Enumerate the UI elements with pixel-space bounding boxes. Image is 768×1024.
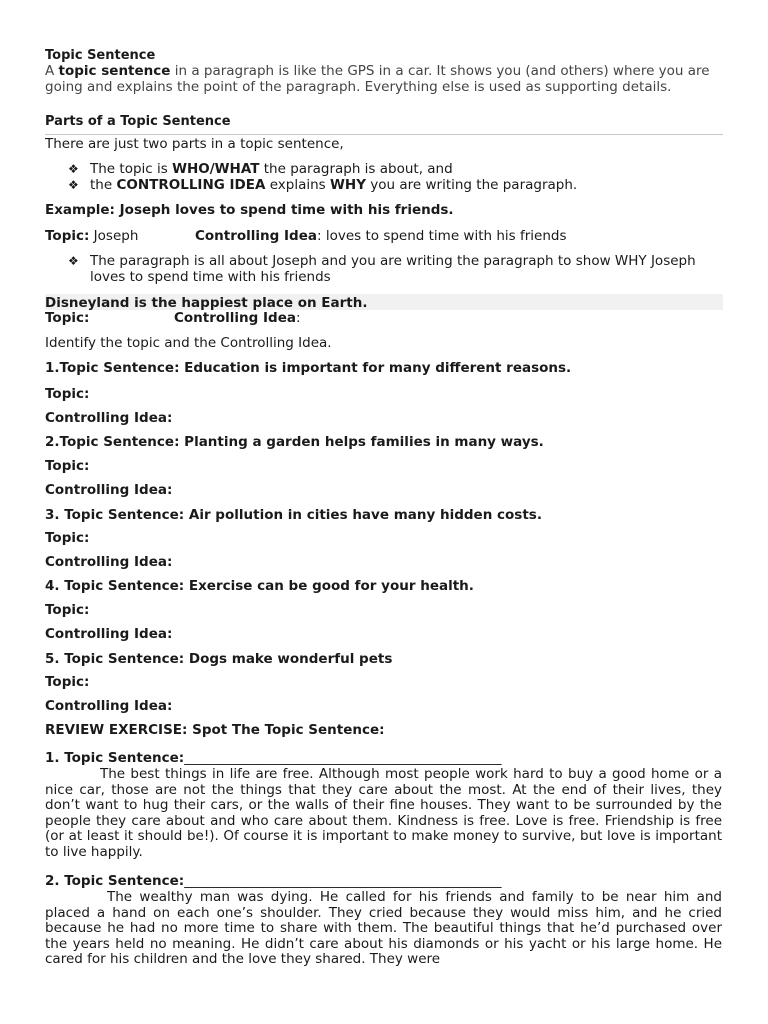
exercise-controlling-idea-label: Controlling Idea: — [45, 482, 173, 498]
exercise-controlling-idea-label: Controlling Idea: — [45, 698, 173, 714]
bullet-topic: The topic is WHO/WHAT the paragraph is about, and — [90, 161, 453, 177]
example-note: The paragraph is all about Joseph and you are writing the paragraph to show WHY Joseph loves to spend time with his friends — [90, 253, 696, 285]
exercise-topic-label: Topic: — [45, 458, 90, 474]
review-paragraph: The wealthy man was dying. He called for his friends and family to be near him and placed a hand on each one’s shoulder. They cried because they would miss him, and he cried because he had no more time to share with them. The beautiful things that he’d purchased over the years held no meaning. He didn’t care about his diamonds or his yacht or his large home. He cared for his children and the love they shared. They were — [45, 889, 722, 967]
exercise-controlling-idea-label: Controlling Idea: — [45, 410, 173, 426]
exercise-sentence: 5. Topic Sentence: Dogs make wonderful pets — [45, 651, 393, 667]
exercise-topic-label: Topic: — [45, 386, 90, 402]
answer-blank[interactable]: _______________________________________________ — [184, 873, 502, 889]
section-divider — [45, 134, 723, 135]
exercise-topic-label: Topic: — [45, 530, 90, 546]
disney-sentence: Disneyland is the happiest place on Earth. — [45, 295, 368, 311]
intro-paragraph — [45, 64, 725, 95]
diamond-bullet-icon: ❖ — [68, 178, 79, 192]
answer-blank[interactable]: _______________________________________________ — [184, 750, 502, 766]
exercise-sentence: 2.Topic Sentence: Planting a garden helps families in many ways. — [45, 434, 544, 450]
example-topic-line: Topic: Joseph — [45, 228, 139, 244]
exercise-sentence: 1.Topic Sentence: Education is important for many different reasons. — [45, 360, 572, 376]
page-title: Topic Sentence — [45, 48, 156, 63]
diamond-bullet-icon: ❖ — [68, 162, 79, 176]
bullet-controlling-idea: the CONTROLLING IDEA explains WHY you are writing the paragraph. — [90, 177, 578, 193]
disney-topic-label: Topic: — [45, 310, 90, 326]
intro-text-start: A — [45, 63, 59, 79]
exercise-topic-label: Topic: — [45, 674, 90, 690]
identify-instruction: Identify the topic and the Controlling Idea. — [45, 335, 332, 351]
parts-intro: There are just two parts in a topic sentence, — [45, 136, 344, 152]
exercise-controlling-idea-label: Controlling Idea: — [45, 554, 173, 570]
exercise-sentence: 4. Topic Sentence: Exercise can be good for your health. — [45, 578, 474, 594]
diamond-bullet-icon: ❖ — [68, 254, 79, 268]
example-sentence: Example: Joseph loves to spend time with his friends. — [45, 202, 454, 218]
intro-bold-term: topic sentence — [58, 63, 171, 79]
example-controlling-idea-line: Controlling Idea: loves to spend time with his friends — [195, 228, 567, 244]
disney-controlling-idea-label: Controlling Idea: — [174, 310, 301, 326]
parts-heading: Parts of a Topic Sentence — [45, 114, 231, 129]
exercise-controlling-idea-label: Controlling Idea: — [45, 626, 173, 642]
review-topic-sentence-line: 2. Topic Sentence:_______________________________________________ — [45, 873, 502, 889]
review-paragraph: The best things in life are free. Although most people work hard to buy a good home or a nice car, those are not the things that they care about the most. At the end of their lives, they don’t want to hug their cars, or the walls of their fine houses. They want to be surrounded by the people they care about and who care about them. Kindness is free. Love is free. Friendship is free (or at least it should be!). Of course it is important to make money to survive, but love is important to live happily. — [45, 766, 722, 860]
review-topic-sentence-line: 1. Topic Sentence:_______________________________________________ — [45, 750, 502, 766]
exercise-topic-label: Topic: — [45, 602, 90, 618]
intro-text-rest: in a paragraph is like the GPS in a car. It shows you (and others) where you are going and explains the point of the paragraph. Everything else is used as supporting details. — [45, 63, 710, 95]
review-heading: REVIEW EXERCISE: Spot The Topic Sentence: — [45, 722, 385, 738]
exercise-sentence: 3. Topic Sentence: Air pollution in cities have many hidden costs. — [45, 507, 542, 523]
